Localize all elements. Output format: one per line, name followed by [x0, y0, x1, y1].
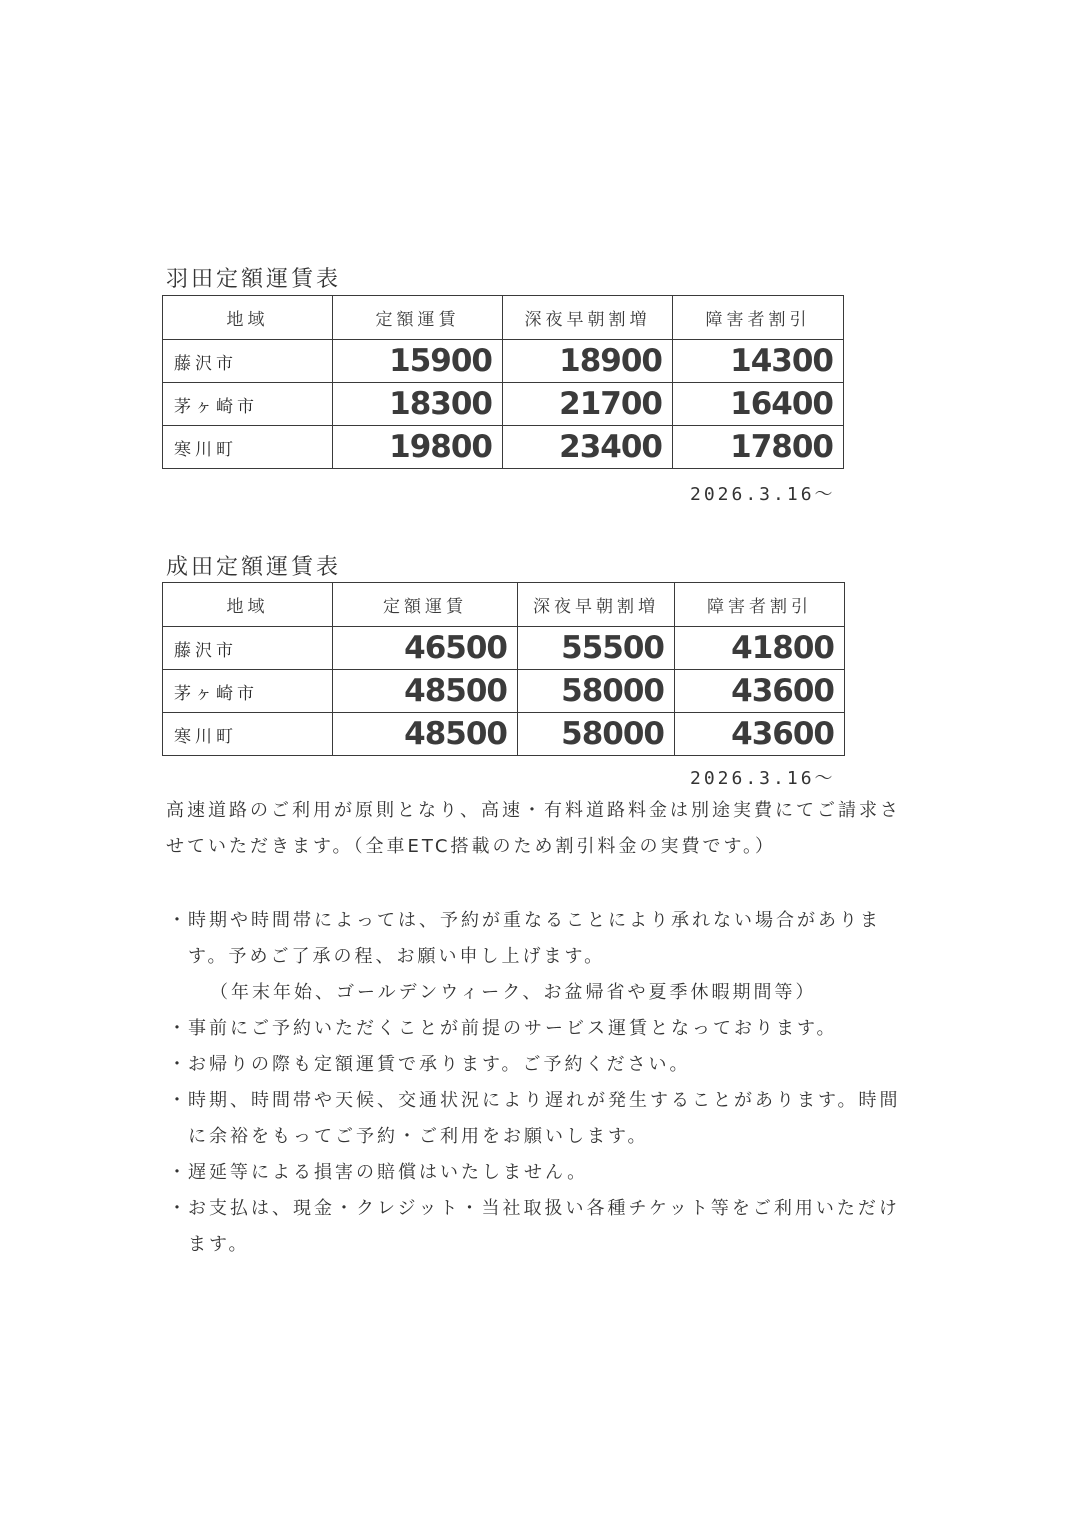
night-fare-cell: 23400	[503, 426, 673, 469]
table-row	[163, 383, 844, 426]
night-fare-cell: 58000	[518, 670, 675, 713]
fixed-fare-cell: 48500	[333, 713, 518, 756]
haneda-title: 羽田定額運賃表	[166, 267, 342, 292]
bullet: ・	[168, 1018, 189, 1039]
note-text: お帰りの際も定額運賃で承ります。ご予約ください。	[188, 1054, 691, 1075]
table-row	[163, 627, 845, 670]
table-row	[163, 340, 844, 383]
night-fare-cell: 18900	[503, 340, 673, 383]
area-cell: 寒川町	[163, 426, 333, 469]
narita-fare-table	[162, 582, 845, 756]
discount-fare-cell: 41800	[675, 627, 845, 670]
list-item	[166, 1155, 906, 1191]
table-row	[163, 426, 844, 469]
bullet: ・	[168, 910, 189, 931]
note-text: お支払は、現金・クレジット・当社取扱い各種チケット等をご利用いただけます。	[188, 1198, 900, 1255]
fixed-fare-cell: 46500	[333, 627, 518, 670]
table-header-row	[163, 296, 844, 340]
fixed-fare-cell: 19800	[333, 426, 503, 469]
table-row	[163, 670, 845, 713]
highway-fee-note: 高速道路のご利用が原則となり、高速・有料道路料金は別途実費にてご請求させていただきます。（全車ETC搭載のため割引料金の実費です。）	[166, 800, 901, 857]
bullet: ・	[168, 1198, 189, 1219]
night-fare-cell: 58000	[518, 713, 675, 756]
table-row	[163, 713, 845, 756]
header-disability-discount: 障害者割引	[673, 296, 844, 340]
note-text: 事前にご予約いただくことが前提のサービス運賃となっております。	[188, 1018, 838, 1039]
bullet: ・	[168, 1162, 189, 1183]
discount-fare-cell: 16400	[673, 383, 844, 426]
fixed-fare-cell: 48500	[333, 670, 518, 713]
header-fixed-fare: 定額運賃	[333, 583, 518, 627]
discount-fare-cell: 43600	[675, 713, 845, 756]
narita-effective-date: 2026.3.16～	[690, 768, 836, 789]
haneda-effective-date: 2026.3.16～	[690, 484, 836, 505]
fixed-fare-cell: 18300	[333, 383, 503, 426]
header-night-surcharge: 深夜早朝割増	[503, 296, 673, 340]
night-fare-cell: 55500	[518, 627, 675, 670]
night-fare-cell: 21700	[503, 383, 673, 426]
note-text: 時期、時間帯や天候、交通状況により遅れが発生することがあります。時間に余裕をもってご予約・ご利用をお願いします。	[188, 1090, 901, 1147]
discount-fare-cell: 14300	[673, 340, 844, 383]
header-disability-discount: 障害者割引	[675, 583, 845, 627]
table-header-row	[163, 583, 845, 627]
haneda-fare-table	[162, 295, 844, 469]
note-text: 時期や時間帯によっては、予約が重なることにより承れない場合があります。予めご了承の程、お願い申し上げます。	[188, 910, 881, 967]
note-text: 遅延等による損害の賠償はいたしません。	[188, 1162, 589, 1183]
discount-fare-cell: 17800	[673, 426, 844, 469]
list-item	[166, 1011, 906, 1047]
header-area: 地域	[163, 296, 333, 340]
list-item	[166, 1083, 906, 1155]
list-item	[166, 1047, 906, 1083]
header-night-surcharge: 深夜早朝割増	[518, 583, 675, 627]
discount-fare-cell: 43600	[675, 670, 845, 713]
area-cell: 寒川町	[163, 713, 333, 756]
bullet: ・	[168, 1090, 189, 1111]
area-cell: 茅ヶ崎市	[163, 383, 333, 426]
note-subtext: （年末年始、ゴールデンウィーク、お盆帰省や夏季休暇期間等）	[210, 982, 817, 1003]
area-cell: 藤沢市	[163, 340, 333, 383]
list-item	[166, 903, 906, 1011]
area-cell: 茅ヶ崎市	[163, 670, 333, 713]
notes-list	[166, 903, 906, 1263]
list-item	[166, 1191, 906, 1263]
area-cell: 藤沢市	[163, 627, 333, 670]
header-area: 地域	[163, 583, 333, 627]
header-fixed-fare: 定額運賃	[333, 296, 503, 340]
bullet: ・	[168, 1054, 189, 1075]
fixed-fare-cell: 15900	[333, 340, 503, 383]
narita-title: 成田定額運賃表	[166, 555, 342, 580]
